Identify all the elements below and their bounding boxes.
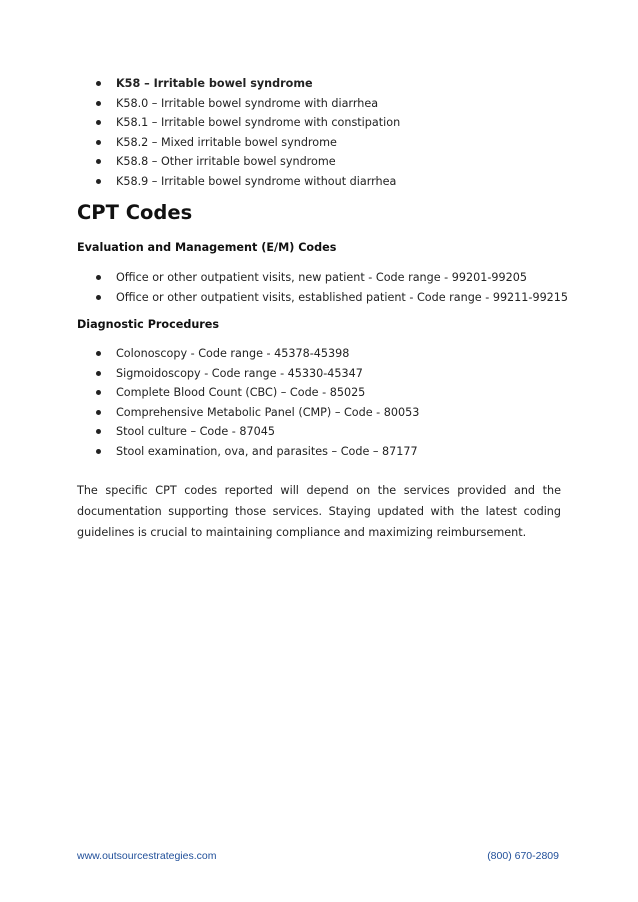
list-item-text: Comprehensive Metabolic Panel (CMP) – Code - 80053: [116, 405, 420, 419]
k58-code-list: [77, 74, 400, 192]
list-item: [77, 344, 419, 364]
list-item-text: K58 – Irritable bowel syndrome: [116, 77, 313, 90]
list-item-text: Stool examination, ova, and parasites – Code – 87177: [116, 444, 418, 458]
diagnostic-code-list: [77, 344, 419, 462]
list-item: [77, 113, 400, 133]
list-item: [77, 172, 400, 192]
footer-phone: (800) 670-2809: [487, 850, 559, 862]
em-code-list: [77, 268, 568, 307]
bullet-icon: [96, 371, 101, 376]
list-item-text: Complete Blood Count (CBC) – Code - 85025: [116, 386, 366, 400]
diagnostic-procedures-heading: Diagnostic Procedures: [77, 318, 220, 331]
list-item-text: Stool culture – Code - 87045: [116, 425, 275, 439]
footer-website-link[interactable]: www.outsourcestrategies.com: [77, 850, 217, 862]
bullet-icon: [96, 351, 101, 356]
bullet-icon: [96, 140, 101, 145]
list-item: [77, 403, 419, 423]
list-item: [77, 74, 400, 94]
bullet-icon: [96, 295, 101, 300]
list-item-text: Office or other outpatient visits, established patient - Code range - 99211-99215: [116, 290, 569, 304]
list-item: [77, 442, 419, 462]
list-item: [77, 133, 400, 153]
list-item-text: K58.0 – Irritable bowel syndrome with diarrhea: [116, 96, 379, 110]
bullet-icon: [96, 390, 101, 395]
list-item-text: Colonoscopy - Code range - 45378-45398: [116, 347, 350, 360]
bullet-icon: [96, 275, 101, 280]
list-item-text: K58.8 – Other irritable bowel syndrome: [116, 155, 336, 169]
list-item-text: K58.9 – Irritable bowel syndrome without diarrhea: [116, 174, 397, 188]
bullet-icon: [96, 449, 101, 454]
bullet-icon: [96, 429, 101, 434]
cpt-section-title: CPT Codes: [77, 201, 193, 224]
em-codes-heading: Evaluation and Management (E/M) Codes: [77, 241, 337, 254]
bullet-icon: [96, 179, 101, 184]
list-item: [77, 422, 419, 442]
list-item: [77, 288, 568, 308]
list-item-text: K58.1 – Irritable bowel syndrome with constipation: [116, 116, 401, 130]
list-item: [77, 152, 400, 172]
bullet-icon: [96, 81, 101, 86]
list-item-text: Office or other outpatient visits, new patient - Code range - 99201-99205: [116, 271, 527, 284]
bullet-icon: [96, 120, 101, 125]
list-item: [77, 94, 400, 114]
bullet-icon: [96, 410, 101, 415]
list-item-text: K58.2 – Mixed irritable bowel syndrome: [116, 135, 337, 149]
bullet-icon: [96, 101, 101, 106]
list-item: [77, 383, 419, 403]
list-item: [77, 364, 419, 384]
closing-paragraph: The specific CPT codes reported will depend on the services provided and the documentation supporting those services. Staying updated with the latest coding guidelines is crucial to maintaining compliance and maximizing reimbursement.: [77, 484, 561, 540]
list-item-text: Sigmoidoscopy - Code range - 45330-45347: [116, 366, 363, 380]
bullet-icon: [96, 159, 101, 164]
list-item: [77, 268, 568, 288]
